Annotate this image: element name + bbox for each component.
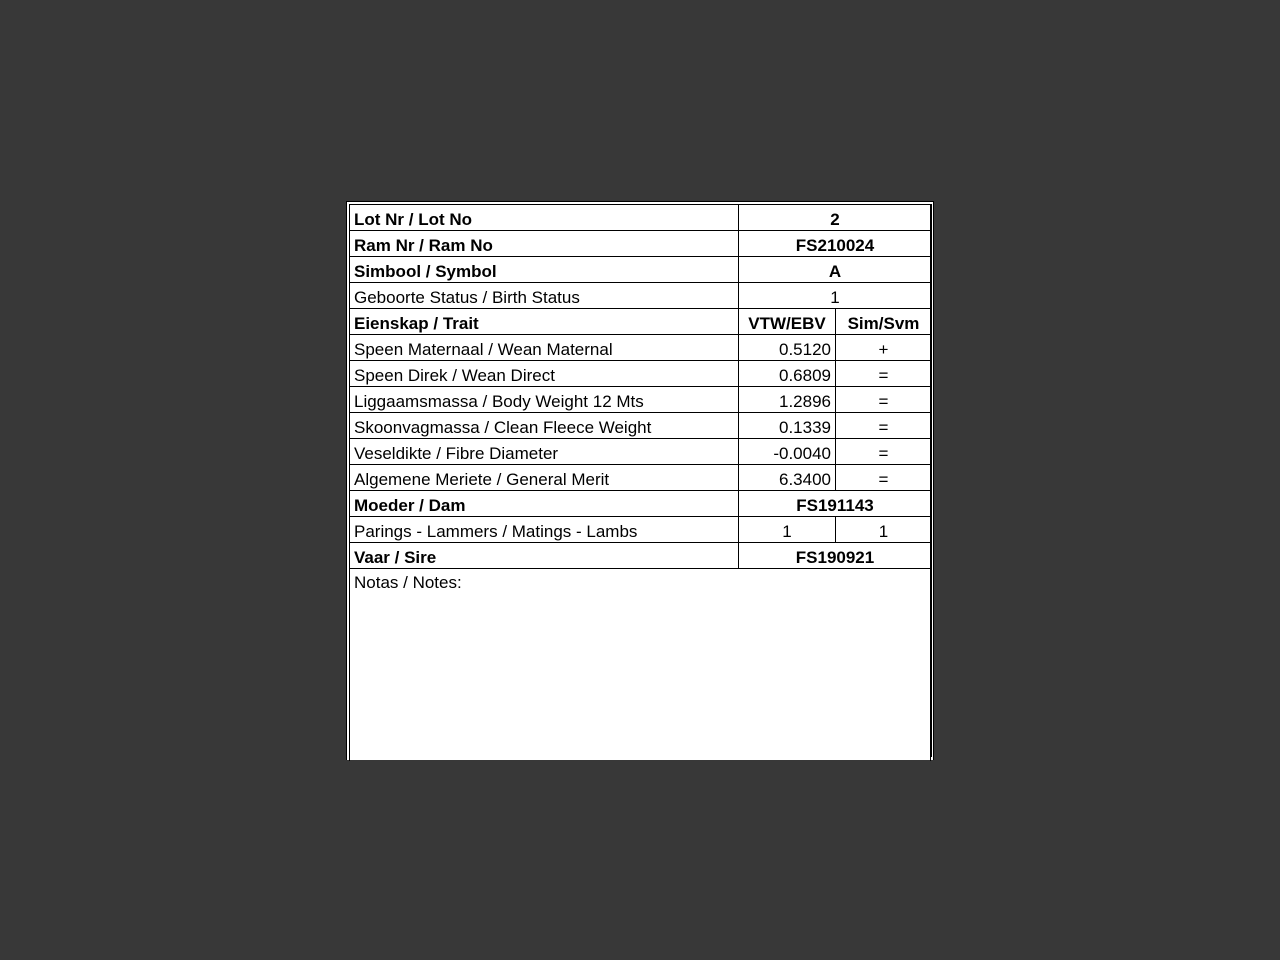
ram-info-sheet xyxy=(346,201,934,760)
sire-value: FS190921 xyxy=(739,543,932,569)
trait-label: Skoonvagmassa / Clean Fleece Weight xyxy=(350,413,739,439)
trait-sim: = xyxy=(836,465,932,491)
trait-row xyxy=(350,387,932,413)
matings-row xyxy=(350,517,932,543)
notes-row xyxy=(350,569,932,758)
matings-value: 1 xyxy=(739,517,836,543)
dam-value: FS191143 xyxy=(739,491,932,517)
symbol-row xyxy=(350,257,932,283)
trait-label: Speen Maternaal / Wean Maternal xyxy=(350,335,739,361)
ram-value: FS210024 xyxy=(739,231,932,257)
sire-row xyxy=(350,543,932,569)
symbol-label: Simbool / Symbol xyxy=(350,257,739,283)
trait-sim: = xyxy=(836,361,932,387)
trait-ebv: 0.5120 xyxy=(739,335,836,361)
trait-header-row xyxy=(350,309,932,335)
birth-status-row xyxy=(350,283,932,309)
trait-ebv: 6.3400 xyxy=(739,465,836,491)
dam-row xyxy=(350,491,932,517)
birth-status-label: Geboorte Status / Birth Status xyxy=(350,283,739,309)
lot-row xyxy=(350,205,932,231)
trait-header-label: Eienskap / Trait xyxy=(350,309,739,335)
matings-label: Parings - Lammers / Matings - Lambs xyxy=(350,517,739,543)
ram-row xyxy=(350,231,932,257)
trait-sim: = xyxy=(836,387,932,413)
symbol-value: A xyxy=(739,257,932,283)
trait-row xyxy=(350,361,932,387)
trait-label: Veseldikte / Fibre Diameter xyxy=(350,439,739,465)
trait-ebv: 0.1339 xyxy=(739,413,836,439)
trait-row xyxy=(350,439,932,465)
lambs-value: 1 xyxy=(836,517,932,543)
trait-ebv: -0.0040 xyxy=(739,439,836,465)
sire-label: Vaar / Sire xyxy=(350,543,739,569)
trait-sim: = xyxy=(836,413,932,439)
trait-ebv: 1.2896 xyxy=(739,387,836,413)
trait-sim: = xyxy=(836,439,932,465)
trait-label: Liggaamsmassa / Body Weight 12 Mts xyxy=(350,387,739,413)
trait-ebv: 0.6809 xyxy=(739,361,836,387)
trait-row xyxy=(350,335,932,361)
ram-label: Ram Nr / Ram No xyxy=(350,231,739,257)
sim-header: Sim/Svm xyxy=(836,309,932,335)
trait-label: Speen Direk / Wean Direct xyxy=(350,361,739,387)
lot-label: Lot Nr / Lot No xyxy=(350,205,739,231)
ram-info-table xyxy=(349,204,932,757)
ebv-header: VTW/EBV xyxy=(739,309,836,335)
ram-info-table-frame xyxy=(349,204,931,761)
notes-field: Notas / Notes: xyxy=(350,569,932,758)
trait-row xyxy=(350,413,932,439)
birth-status-value: 1 xyxy=(739,283,932,309)
dam-label: Moeder / Dam xyxy=(350,491,739,517)
trait-row xyxy=(350,465,932,491)
trait-label: Algemene Meriete / General Merit xyxy=(350,465,739,491)
trait-sim: + xyxy=(836,335,932,361)
lot-value: 2 xyxy=(739,205,932,231)
